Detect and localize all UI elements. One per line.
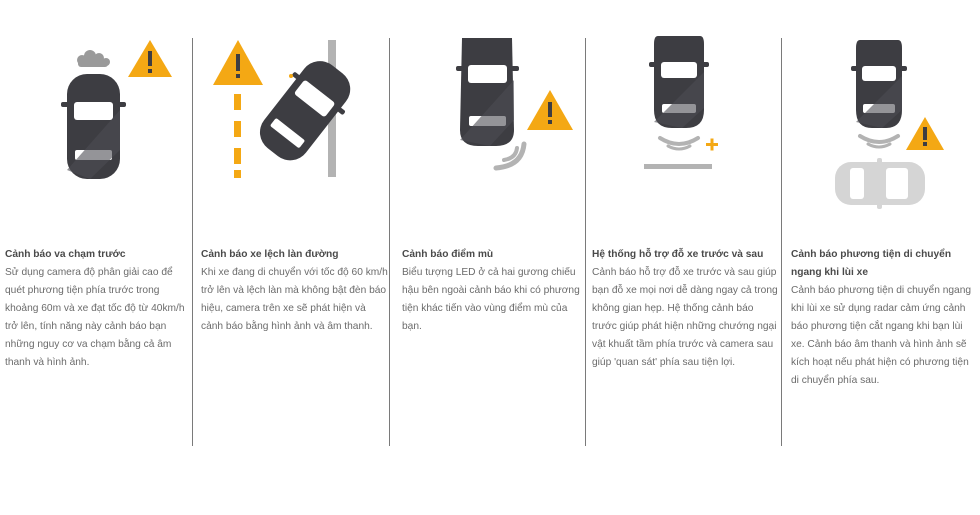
feature-description: Cảnh báo phương tiện di chuyển ngang khi lùi xe sử dụng radar cảm ứng cảnh báo phương tiện cắt ngang khi bạn lùi xe. Cảnh báo âm thanh và hình ảnh sẽ kích hoạt nếu phát hiện có phương tiện di chuyển phía sau.: [791, 285, 972, 386]
feature-title: Cảnh báo xe lệch làn đường: [201, 249, 339, 260]
feature-title: Cảnh báo phương tiện di chuyển ngang khi lùi xe: [791, 249, 952, 278]
feature-description: Khi xe đang di chuyển với tốc độ 60 km/h trở lên và lệch làn mà không bật đèn báo hiệu, camera trên xe sẽ phát hiện và cảnh báo bằng hình ảnh và âm thanh.: [201, 267, 388, 332]
feature-description: Sử dụng camera độ phân giải cao để quét phương tiện phía trước trong khoảng 60m và xe đạt tốc độ từ 40km/h trở lên, tính năng này cảnh báo bạn những nguy cơ va chạm bằng cả âm thanh và hình ảnh.: [5, 267, 185, 368]
feature-title: Hệ thống hỗ trợ đỗ xe trước và sau: [592, 249, 764, 260]
lane-departure-icon: [193, 0, 389, 200]
forward-collision-icon: [0, 0, 192, 200]
feature-description: Biểu tượng LED ở cả hai gương chiếu hậu bên ngoài cảnh báo khi có phương tiện khác tiến vào vùng điểm mù của bạn.: [402, 267, 580, 332]
rear-cross-traffic-icon: [782, 0, 980, 210]
feature-title: Cảnh báo điểm mù: [402, 249, 494, 260]
feature-lane-departure: [193, 0, 389, 515]
feature-rear-cross-traffic: [782, 0, 980, 515]
feature-blind-spot: [390, 0, 585, 515]
parking-assist-icon: [586, 0, 781, 200]
feature-title: Cảnh báo va chạm trước: [5, 249, 126, 260]
feature-parking-assist: [586, 0, 781, 515]
feature-description: Cảnh báo hỗ trợ đỗ xe trước và sau giúp bạn đỗ xe mọi nơi dễ dàng ngay cả trong không gian hẹp. Hệ thống cảnh báo trước giúp phát hiện những chướng ngại vật khuất tầm phía trước và camera sau giúp 'quan sát' phía sau tiện lợi.: [592, 267, 778, 368]
feature-forward-collision: [0, 0, 192, 515]
blind-spot-icon: [390, 0, 585, 200]
